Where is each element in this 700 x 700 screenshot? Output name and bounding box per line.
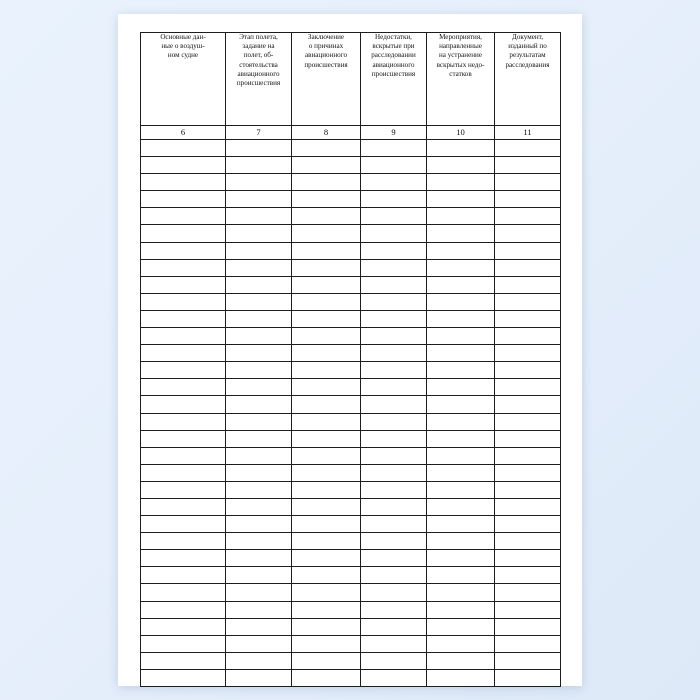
table-row[interactable] (141, 481, 561, 498)
table-cell[interactable] (495, 293, 561, 310)
table-cell[interactable] (226, 567, 292, 584)
table-cell[interactable] (495, 447, 561, 464)
table-row[interactable] (141, 430, 561, 447)
table-cell[interactable] (495, 567, 561, 584)
header-line: изданный по (508, 42, 547, 51)
table-cell[interactable] (495, 191, 561, 208)
column-number: 10 (427, 126, 495, 140)
table-cell[interactable] (361, 396, 427, 413)
header-line: вскрытые при (372, 42, 415, 51)
header-line: задание на (242, 42, 275, 51)
table-row[interactable] (141, 601, 561, 618)
table-cell[interactable] (292, 191, 361, 208)
header-line: вскрытых недо- (436, 60, 485, 69)
table-cell[interactable] (427, 293, 495, 310)
table-cell[interactable] (361, 140, 427, 157)
table-cell[interactable] (141, 328, 226, 345)
table-row[interactable] (141, 379, 561, 396)
table-cell[interactable] (141, 669, 226, 686)
table-cell[interactable] (495, 174, 561, 191)
table-cell[interactable] (427, 191, 495, 208)
table-cell[interactable] (141, 225, 226, 242)
table-cell[interactable] (141, 157, 226, 174)
table-cell[interactable] (226, 550, 292, 567)
table-cell[interactable] (361, 208, 427, 225)
table-cell[interactable] (495, 208, 561, 225)
table-cell[interactable] (427, 635, 495, 652)
table-cell[interactable] (292, 498, 361, 515)
table-row[interactable] (141, 516, 561, 533)
table-row[interactable] (141, 635, 561, 652)
table-cell[interactable] (495, 362, 561, 379)
table-cell[interactable] (292, 345, 361, 362)
column-header-9 (361, 33, 427, 126)
table-cell[interactable] (495, 328, 561, 345)
table-cell[interactable] (495, 635, 561, 652)
table-cell[interactable] (427, 601, 495, 618)
table-cell[interactable] (292, 516, 361, 533)
table-cell[interactable] (361, 618, 427, 635)
header-line: на устранение (439, 51, 482, 60)
table-cell[interactable] (226, 225, 292, 242)
column-header-7 (226, 33, 292, 126)
table-cell[interactable] (292, 430, 361, 447)
table-cell[interactable] (361, 635, 427, 652)
column-number: 6 (141, 126, 226, 140)
table-cell[interactable] (141, 498, 226, 515)
table-cell[interactable] (292, 533, 361, 550)
table-cell[interactable] (495, 498, 561, 515)
table-cell[interactable] (361, 430, 427, 447)
table-cell[interactable] (292, 481, 361, 498)
table-cell[interactable] (141, 447, 226, 464)
table-cell[interactable] (292, 396, 361, 413)
table-cell[interactable] (226, 242, 292, 259)
header-line: авиационного (237, 69, 280, 78)
table-cell[interactable] (495, 242, 561, 259)
table-cell[interactable] (292, 328, 361, 345)
column-header-10 (427, 33, 495, 126)
table-cell[interactable] (141, 533, 226, 550)
table-cell[interactable] (226, 447, 292, 464)
header-line: происшествия (304, 60, 348, 69)
table-cell[interactable] (361, 584, 427, 601)
header-line: результатам (509, 51, 546, 60)
table-cell[interactable] (292, 379, 361, 396)
table-cell[interactable] (361, 516, 427, 533)
table-cell[interactable] (361, 310, 427, 327)
table-cell[interactable] (361, 550, 427, 567)
table-cell[interactable] (292, 276, 361, 293)
table-cell[interactable] (141, 208, 226, 225)
table-cell[interactable] (495, 430, 561, 447)
table-cell[interactable] (427, 208, 495, 225)
header-line: Заключение (307, 33, 345, 41)
table-cell[interactable] (495, 550, 561, 567)
table-cell[interactable] (361, 191, 427, 208)
column-number: 9 (361, 126, 427, 140)
table-cell[interactable] (226, 157, 292, 174)
table-cell[interactable] (495, 225, 561, 242)
table-cell[interactable] (226, 191, 292, 208)
table-row[interactable] (141, 157, 561, 174)
table-cell[interactable] (495, 584, 561, 601)
column-number: 11 (495, 126, 561, 140)
table-cell[interactable] (141, 174, 226, 191)
table-cell[interactable] (226, 396, 292, 413)
table-cell[interactable] (427, 310, 495, 327)
header-line: ном судне (167, 51, 199, 60)
header-line: о причинах (308, 42, 344, 51)
table-cell[interactable] (292, 362, 361, 379)
table-cell[interactable] (427, 669, 495, 686)
table-row[interactable] (141, 584, 561, 601)
table-cell[interactable] (495, 652, 561, 669)
header-row (141, 33, 561, 126)
table-cell[interactable] (226, 533, 292, 550)
table-cell[interactable] (361, 328, 427, 345)
table-cell[interactable] (141, 242, 226, 259)
table-cell[interactable] (495, 345, 561, 362)
table-cell[interactable] (427, 618, 495, 635)
table-cell[interactable] (292, 293, 361, 310)
header-line: расследовании (371, 51, 416, 60)
table-cell[interactable] (427, 242, 495, 259)
table-cell[interactable] (141, 464, 226, 481)
table-cell[interactable] (495, 618, 561, 635)
table-cell[interactable] (427, 157, 495, 174)
table-cell[interactable] (361, 259, 427, 276)
table-cell[interactable] (292, 635, 361, 652)
table-row[interactable] (141, 362, 561, 379)
table-row[interactable] (141, 310, 561, 327)
table-cell[interactable] (361, 669, 427, 686)
table-cell[interactable] (427, 584, 495, 601)
table-cell[interactable] (427, 498, 495, 515)
table-cell[interactable] (141, 140, 226, 157)
table-row[interactable] (141, 567, 561, 584)
table-cell[interactable] (495, 276, 561, 293)
table-header (141, 33, 561, 140)
table-cell[interactable] (141, 413, 226, 430)
document-page (118, 14, 582, 686)
table-cell[interactable] (361, 567, 427, 584)
table-cell[interactable] (427, 140, 495, 157)
table-cell[interactable] (495, 464, 561, 481)
table-cell[interactable] (292, 618, 361, 635)
table-cell[interactable] (427, 550, 495, 567)
header-line: происшествия (371, 69, 416, 78)
table-row[interactable] (141, 259, 561, 276)
table-cell[interactable] (226, 652, 292, 669)
table-cell[interactable] (361, 345, 427, 362)
header-line: полет, об- (243, 51, 274, 60)
table-cell[interactable] (495, 310, 561, 327)
table-cell[interactable] (361, 362, 427, 379)
table-cell[interactable] (292, 140, 361, 157)
table-row[interactable] (141, 396, 561, 413)
table-cell[interactable] (292, 601, 361, 618)
table-cell[interactable] (226, 516, 292, 533)
header-line: Основные дан- (160, 33, 206, 41)
column-header-8 (292, 33, 361, 126)
table-cell[interactable] (361, 498, 427, 515)
table-cell[interactable] (226, 362, 292, 379)
table-cell[interactable] (427, 413, 495, 430)
table-cell[interactable] (226, 259, 292, 276)
header-line: Недостатки, (375, 33, 412, 41)
table-row[interactable] (141, 208, 561, 225)
table-cell[interactable] (361, 157, 427, 174)
table-cell[interactable] (226, 618, 292, 635)
table-cell[interactable] (141, 635, 226, 652)
table-cell[interactable] (141, 362, 226, 379)
table-cell[interactable] (495, 481, 561, 498)
table-row[interactable] (141, 413, 561, 430)
table-row[interactable] (141, 276, 561, 293)
header-line: Документ, (512, 33, 543, 41)
table-cell[interactable] (141, 276, 226, 293)
table-cell[interactable] (292, 225, 361, 242)
table-cell[interactable] (292, 157, 361, 174)
table-cell[interactable] (226, 328, 292, 345)
table-cell[interactable] (292, 584, 361, 601)
table-cell[interactable] (427, 379, 495, 396)
table-cell[interactable] (495, 533, 561, 550)
table-cell[interactable] (495, 140, 561, 157)
table-cell[interactable] (427, 276, 495, 293)
table-cell[interactable] (495, 601, 561, 618)
table-cell[interactable] (427, 516, 495, 533)
table-cell[interactable] (495, 259, 561, 276)
table-cell[interactable] (141, 516, 226, 533)
table-cell[interactable] (361, 379, 427, 396)
header-line: происшествия (236, 79, 281, 88)
table-cell[interactable] (292, 669, 361, 686)
header-line: расследования (505, 60, 550, 69)
table-cell[interactable] (361, 652, 427, 669)
table-cell[interactable] (292, 567, 361, 584)
table-cell[interactable] (226, 174, 292, 191)
table-row[interactable] (141, 618, 561, 635)
table-cell[interactable] (141, 259, 226, 276)
column-number: 7 (226, 126, 292, 140)
table-cell[interactable] (427, 328, 495, 345)
table-cell[interactable] (495, 669, 561, 686)
header-line: направленные (439, 42, 482, 51)
table-cell[interactable] (361, 242, 427, 259)
table-row[interactable] (141, 669, 561, 686)
table-cell[interactable] (226, 379, 292, 396)
table-cell[interactable] (427, 259, 495, 276)
table-row[interactable] (141, 652, 561, 669)
table-cell[interactable] (141, 191, 226, 208)
table-cell[interactable] (141, 310, 226, 327)
table-cell[interactable] (141, 293, 226, 310)
table-cell[interactable] (226, 635, 292, 652)
table-cell[interactable] (361, 225, 427, 242)
table-cell[interactable] (226, 140, 292, 157)
header-line: Мероприятия, (439, 33, 482, 41)
table-row[interactable] (141, 550, 561, 567)
table-cell[interactable] (495, 413, 561, 430)
table-cell[interactable] (427, 464, 495, 481)
header-line: стоятельства (239, 60, 278, 69)
table-cell[interactable] (427, 652, 495, 669)
table-cell[interactable] (427, 481, 495, 498)
table-row[interactable] (141, 498, 561, 515)
table-cell[interactable] (141, 567, 226, 584)
table-cell[interactable] (141, 618, 226, 635)
table-cell[interactable] (226, 208, 292, 225)
table-cell[interactable] (361, 464, 427, 481)
table-cell[interactable] (292, 174, 361, 191)
table-cell[interactable] (141, 345, 226, 362)
header-line: авиационного (372, 60, 415, 69)
table-cell[interactable] (427, 362, 495, 379)
table-cell[interactable] (427, 345, 495, 362)
table-cell[interactable] (226, 498, 292, 515)
table-body (141, 140, 561, 687)
table-cell[interactable] (427, 567, 495, 584)
header-line: Этап полета, (239, 33, 278, 41)
table-cell[interactable] (141, 550, 226, 567)
column-number-row (141, 126, 561, 140)
table-row[interactable] (141, 293, 561, 310)
table-cell[interactable] (292, 310, 361, 327)
table-cell[interactable] (141, 379, 226, 396)
table-row[interactable] (141, 328, 561, 345)
table-cell[interactable] (141, 430, 226, 447)
header-line: статков (449, 69, 472, 78)
table-cell[interactable] (226, 464, 292, 481)
table-cell[interactable] (226, 293, 292, 310)
table-row[interactable] (141, 225, 561, 242)
table-cell[interactable] (141, 396, 226, 413)
table-row[interactable] (141, 464, 561, 481)
table-row[interactable] (141, 191, 561, 208)
table-cell[interactable] (361, 601, 427, 618)
table-cell[interactable] (292, 413, 361, 430)
table-cell[interactable] (226, 669, 292, 686)
table-row[interactable] (141, 242, 561, 259)
table-cell[interactable] (495, 396, 561, 413)
table-cell[interactable] (226, 481, 292, 498)
table-cell[interactable] (427, 225, 495, 242)
table-cell[interactable] (141, 652, 226, 669)
table-cell[interactable] (226, 430, 292, 447)
table-cell[interactable] (141, 584, 226, 601)
table-cell[interactable] (226, 601, 292, 618)
table-cell[interactable] (292, 208, 361, 225)
table-cell[interactable] (361, 447, 427, 464)
table-cell[interactable] (427, 430, 495, 447)
table-cell[interactable] (141, 481, 226, 498)
table-cell[interactable] (427, 447, 495, 464)
table-cell[interactable] (361, 481, 427, 498)
table-cell[interactable] (427, 174, 495, 191)
table-cell[interactable] (427, 533, 495, 550)
table-cell[interactable] (361, 413, 427, 430)
table-cell[interactable] (292, 464, 361, 481)
column-number: 8 (292, 126, 361, 140)
table-row[interactable] (141, 140, 561, 157)
table-cell[interactable] (495, 516, 561, 533)
column-header-6 (141, 33, 226, 126)
table-cell[interactable] (427, 396, 495, 413)
register-table (140, 32, 561, 687)
table-cell[interactable] (226, 276, 292, 293)
table-cell[interactable] (141, 601, 226, 618)
table-cell[interactable] (292, 652, 361, 669)
table-cell[interactable] (292, 447, 361, 464)
table-cell[interactable] (226, 345, 292, 362)
table-row[interactable] (141, 174, 561, 191)
table-cell[interactable] (495, 157, 561, 174)
table-cell[interactable] (292, 259, 361, 276)
table-row[interactable] (141, 447, 561, 464)
table-cell[interactable] (292, 242, 361, 259)
table-cell[interactable] (361, 174, 427, 191)
header-line: авиационного (304, 51, 347, 60)
table-cell[interactable] (361, 533, 427, 550)
table-cell[interactable] (226, 584, 292, 601)
table-row[interactable] (141, 345, 561, 362)
table-cell[interactable] (292, 550, 361, 567)
header-line: ные о воздуш- (161, 42, 205, 51)
table-cell[interactable] (361, 293, 427, 310)
column-header-11 (495, 33, 561, 126)
table-cell[interactable] (226, 310, 292, 327)
table-cell[interactable] (361, 276, 427, 293)
table-row[interactable] (141, 533, 561, 550)
table-container (140, 32, 560, 687)
table-cell[interactable] (495, 379, 561, 396)
table-cell[interactable] (226, 413, 292, 430)
